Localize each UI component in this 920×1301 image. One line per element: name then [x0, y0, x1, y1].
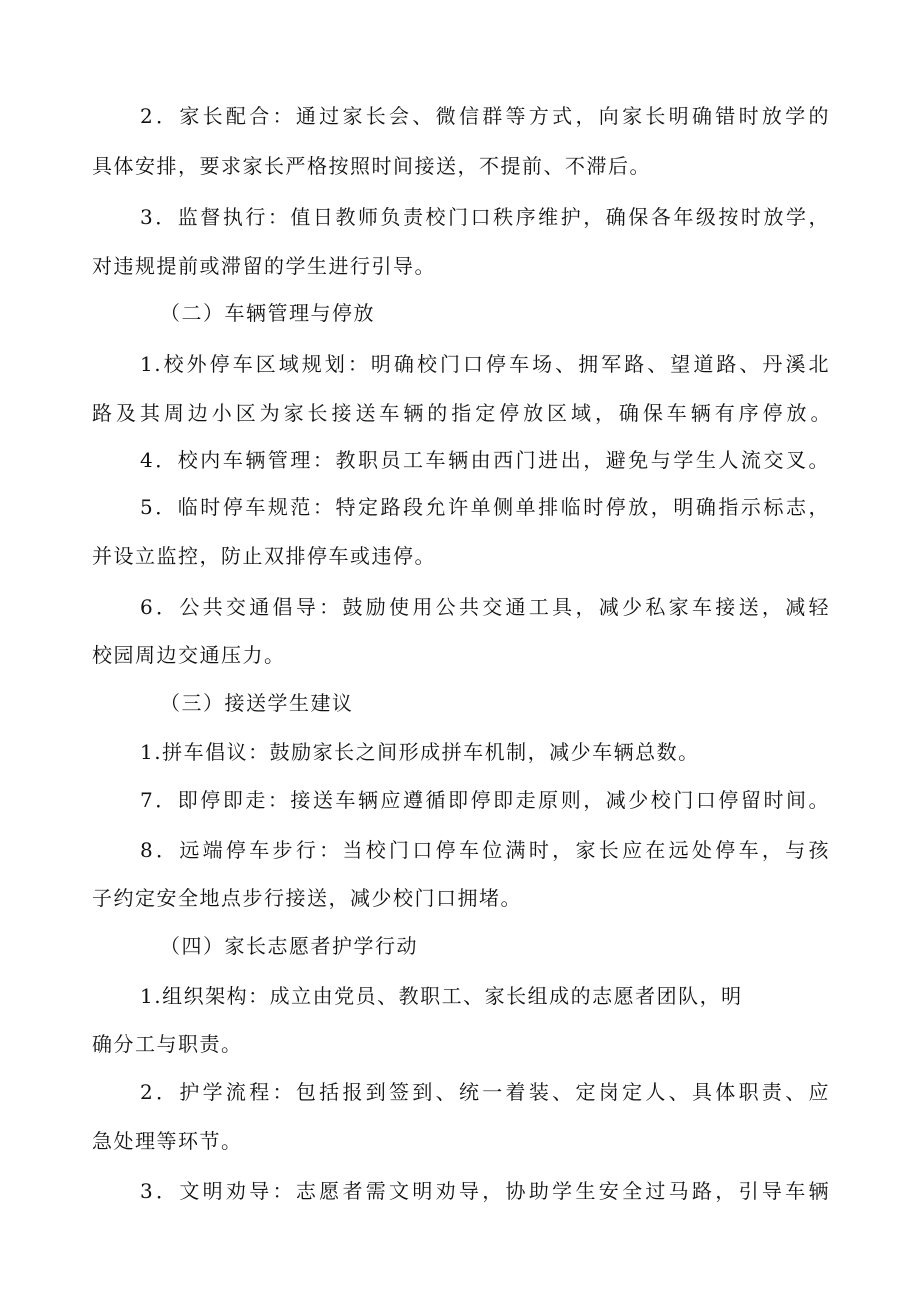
- paragraph-line: 3．监督执行：值日教师负责校门口秩序维护，确保各年级按时放学，: [140, 205, 830, 229]
- paragraph-line: 6．公共交通倡导：鼓励使用公共交通工具，减少私家车接送，减轻: [140, 595, 830, 619]
- paragraph-line: 2．家长配合：通过家长会、微信群等方式，向家长明确错时放学的: [140, 104, 830, 128]
- paragraph-line: 4．校内车辆管理：教职员工车辆由西门进出，避免与学生人流交叉。: [140, 448, 830, 472]
- paragraph-line: 2．护学流程：包括报到签到、统一着装、定岗定人、具体职责、应: [140, 1080, 830, 1104]
- paragraph-line: 对违规提前或滞留的学生进行引导。: [92, 254, 436, 278]
- paragraph-line: 急处理等环节。: [92, 1129, 243, 1153]
- paragraph-line: 子约定安全地点步行接送，减少校门口拥堵。: [92, 886, 522, 910]
- paragraph-line: 5．临时停车规范：特定路段允许单侧单排临时停放，明确指示标志，: [140, 495, 830, 519]
- paragraph-line: 具体安排，要求家长严格按照时间接送，不提前、不滞后。: [92, 154, 651, 178]
- paragraph-line: 确分工与职责。: [92, 1032, 243, 1056]
- section-heading: （三）接送学生建议: [160, 691, 354, 715]
- paragraph-line: 1.组织架构：成立由党员、教职工、家长组成的志愿者团队，明: [140, 984, 743, 1008]
- paragraph-line: 7．即停即走：接送车辆应遵循即停即走原则，减少校门口停留时间。: [140, 788, 830, 812]
- paragraph-line: 校园周边交通压力。: [92, 643, 286, 667]
- paragraph-line: 8．远端停车步行：当校门口停车位满时，家长应在远处停车，与孩: [140, 838, 830, 862]
- paragraph-line: 1.拼车倡议：鼓励家长之间形成拼车机制，减少车辆总数。: [140, 740, 700, 764]
- paragraph-line: 1.校外停车区域规划：明确校门口停车场、拥军路、望道路、丹溪北: [140, 352, 830, 376]
- paragraph-line: 3．文明劝导：志愿者需文明劝导，协助学生安全过马路，引导车辆: [140, 1179, 830, 1203]
- section-heading: （四）家长志愿者护学行动: [160, 934, 418, 958]
- paragraph-line: 并设立监控，防止双排停车或违停。: [92, 544, 436, 568]
- section-heading: （二）车辆管理与停放: [160, 301, 375, 325]
- paragraph-line: 路及其周边小区为家长接送车辆的指定停放区域，确保车辆有序停放。: [92, 401, 832, 425]
